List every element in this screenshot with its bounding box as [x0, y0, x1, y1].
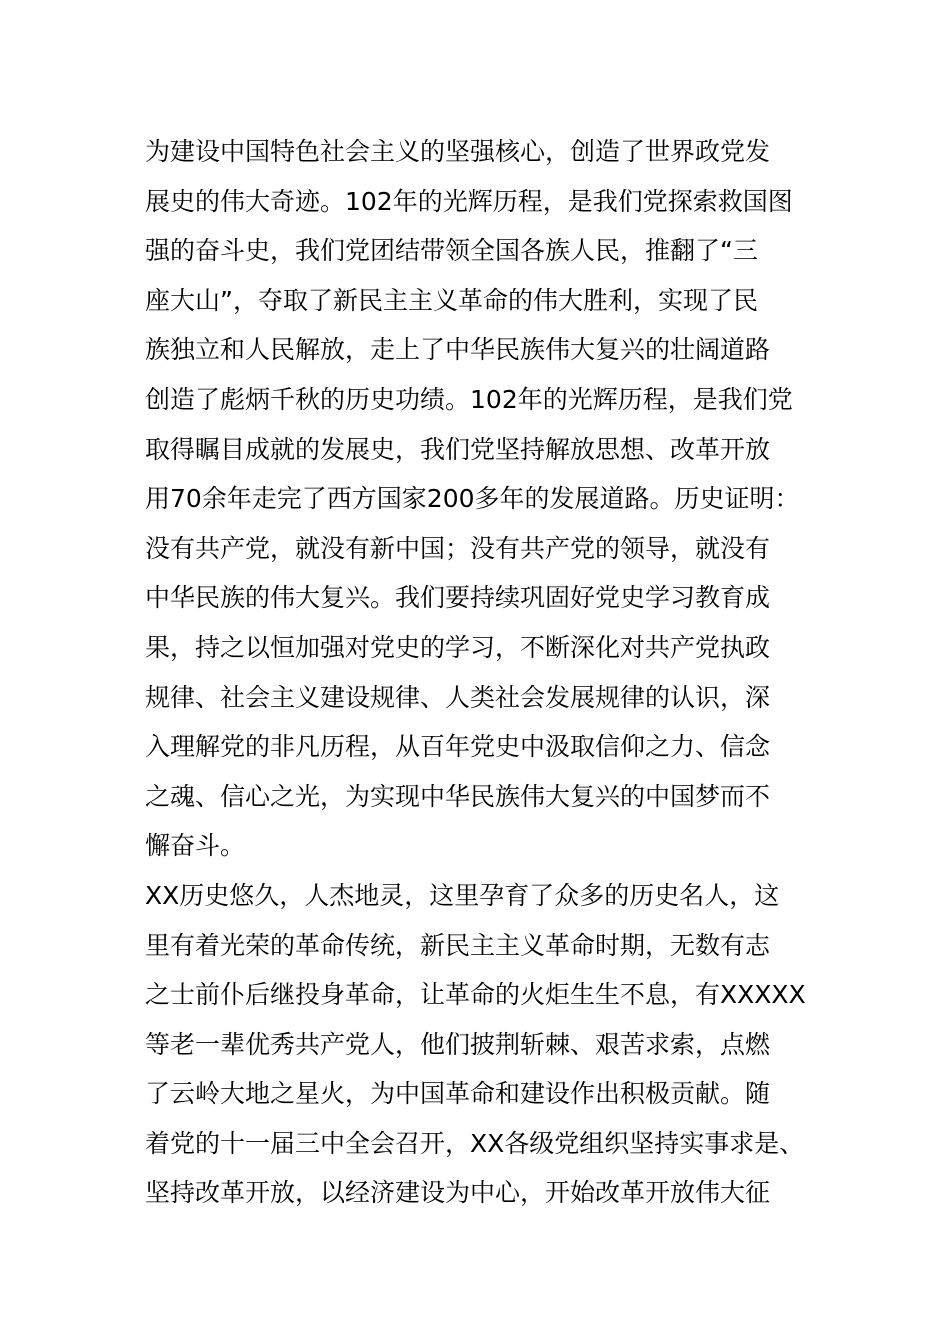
- paragraph-1-line-6: 创造了彪炳千秋的历史功绩。102年的光辉历程，是我们党: [145, 384, 793, 414]
- paragraph-1-line-1: 为建设中国特色社会主义的坚强核心，创造了世界政党发: [145, 137, 771, 166]
- paragraph-1-line-2: 展史的伟大奇迹。102年的光辉历程，是我们党探索救国图: [145, 186, 793, 216]
- paragraph-2-line-6: 着党的十一届三中全会召开，XX各级党组织坚持实事求是、: [145, 1128, 805, 1158]
- paragraph-2-line-1: XX历史悠久，人杰地灵，这里孕育了众多的历史名人，这: [145, 880, 780, 910]
- paragraph-2-line-7: 坚持改革开放，以经济建设为中心，开始改革开放伟大征: [145, 1178, 771, 1208]
- paragraph-2-line-2: 里有着光荣的革命传统，新民主主义革命时期，无数有志: [145, 930, 771, 960]
- paragraph-1-line-5: 族独立和人民解放，走上了中华民族伟大复兴的壮阔道路: [145, 335, 771, 365]
- paragraph-1-line-9: 没有共产党，就没有新中国；没有共产党的领导，就没有: [145, 533, 771, 563]
- paragraph-1-line-7: 取得瞩目成就的发展史，我们党坚持解放思想、改革开放: [145, 434, 771, 464]
- paragraph-1-line-12: 规律、社会主义建设规律、人类社会发展规律的认识，深: [145, 682, 771, 712]
- paragraph-1-line-8: 用70余年走完了西方国家200多年的发展道路。历史证明：: [145, 484, 800, 514]
- paragraph-1-line-13: 入理解党的非凡历程，从百年党史中汲取信仰之力、信念: [145, 732, 771, 762]
- paragraph-1-line-14: 之魂、信心之光，为实现中华民族伟大复兴的中国梦而不: [145, 781, 771, 811]
- paragraph-2-line-4: 等老一辈优秀共产党人，他们披荆斩棘、艰苦求索，点燃: [145, 1029, 771, 1059]
- paragraph-1-line-15: 懈奋斗。: [145, 831, 246, 861]
- paragraph-2-line-5: 了云岭大地之星火，为中国革命和建设作出积极贡献。随: [145, 1079, 771, 1109]
- paragraph-1-line-10: 中华民族的伟大复兴。我们要持续巩固好党史学习教育成: [145, 583, 771, 613]
- paragraph-1-line-4: 座大山”，夺取了新民主主义革命的伟大胜利，实现了民: [145, 285, 758, 315]
- document-body: [145, 127, 835, 1218]
- paragraph-1-line-3: 强的奋斗史，我们党团结带领全国各族人民，推翻了“三: [145, 236, 758, 266]
- paragraph-2-line-3: 之士前仆后继投身革命，让革命的火炬生生不息，有XXXXX: [145, 980, 806, 1010]
- paragraph-1-line-11: 果，持之以恒加强对党史的学习，不断深化对共产党执政: [145, 632, 771, 662]
